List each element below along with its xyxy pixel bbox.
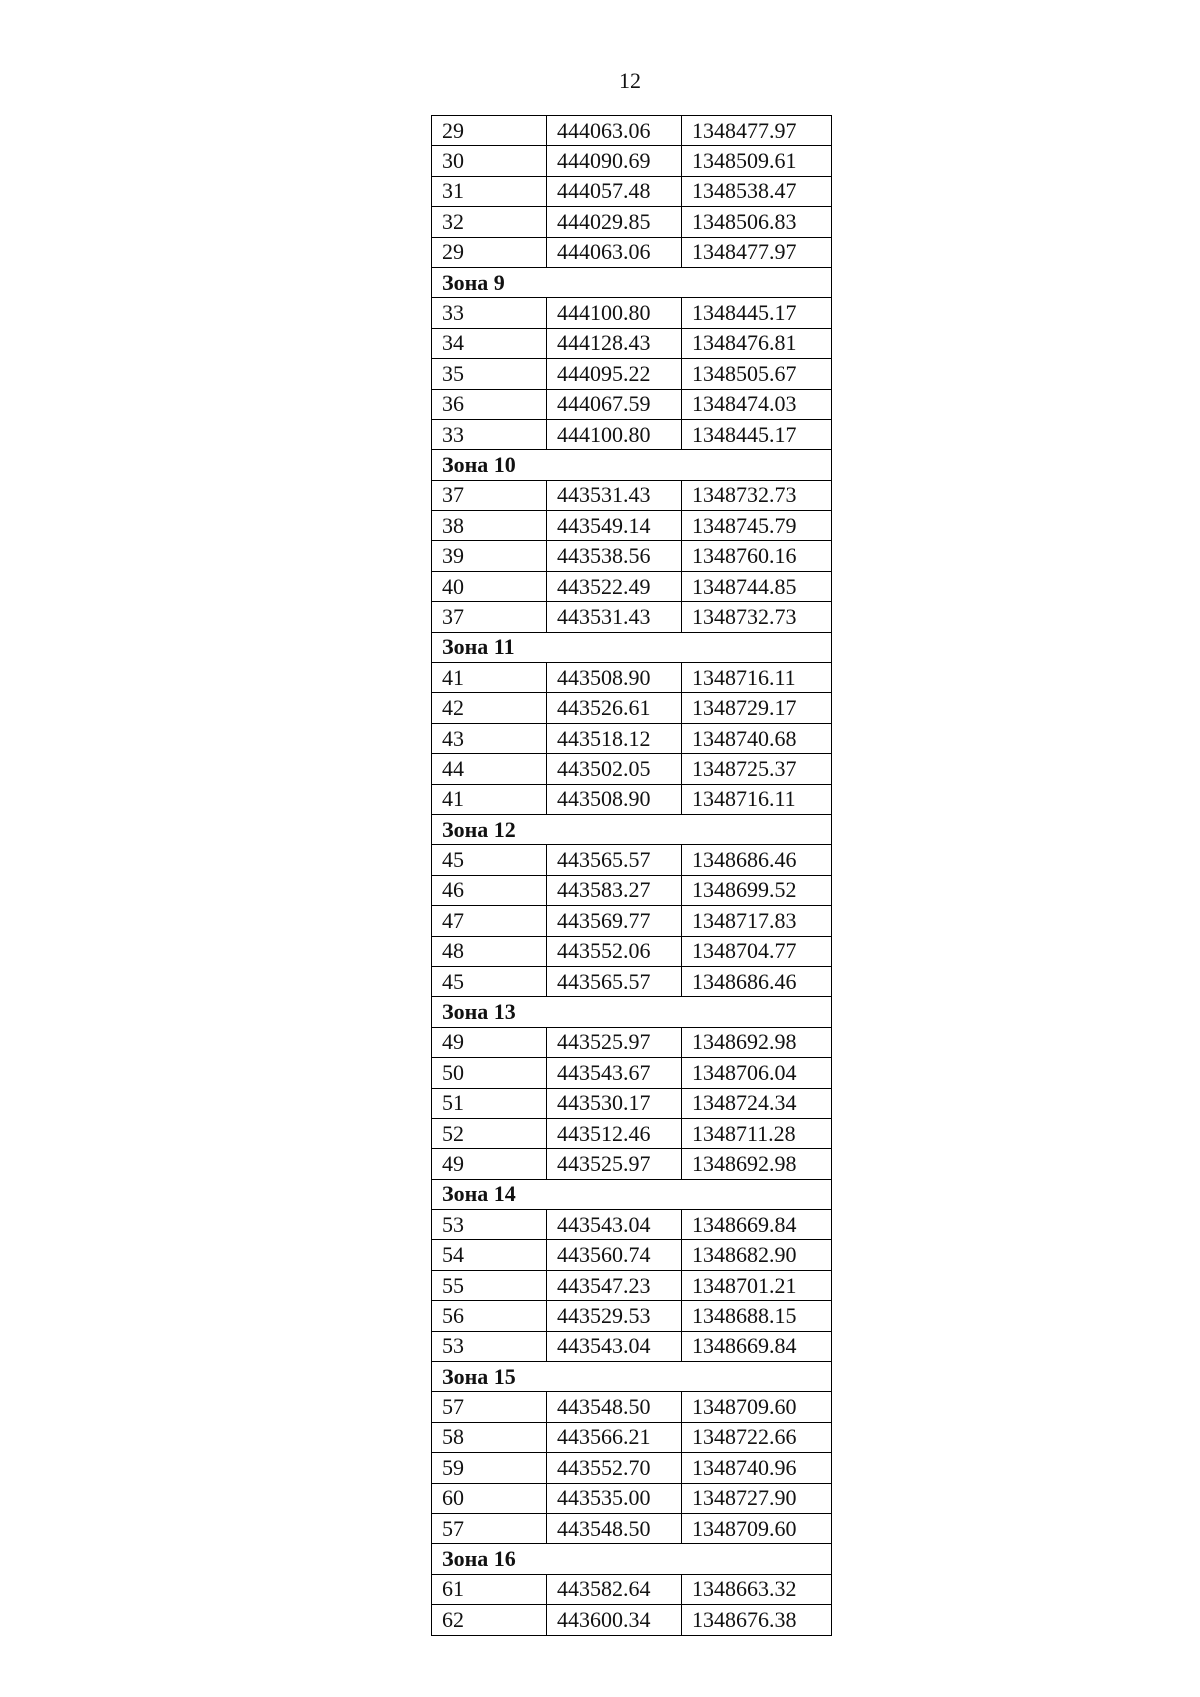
y-coordinate-cell: 1348699.52 xyxy=(682,875,832,905)
point-number-cell: 50 xyxy=(432,1058,547,1088)
y-coordinate-cell: 1348669.84 xyxy=(682,1210,832,1240)
point-number-cell: 58 xyxy=(432,1422,547,1452)
zone-label: Зона 14 xyxy=(432,1179,832,1209)
point-number-cell: 55 xyxy=(432,1270,547,1300)
y-coordinate-cell: 1348732.73 xyxy=(682,480,832,510)
table-row xyxy=(432,176,832,206)
table-row xyxy=(432,541,832,571)
y-coordinate-cell: 1348538.47 xyxy=(682,176,832,206)
y-coordinate-cell: 1348663.32 xyxy=(682,1574,832,1604)
point-number-cell: 38 xyxy=(432,511,547,541)
point-number-cell: 59 xyxy=(432,1453,547,1483)
point-number-cell: 53 xyxy=(432,1210,547,1240)
x-coordinate-cell: 443531.43 xyxy=(547,480,682,510)
point-number-cell: 37 xyxy=(432,480,547,510)
point-number-cell: 57 xyxy=(432,1392,547,1422)
y-coordinate-cell: 1348727.90 xyxy=(682,1483,832,1513)
y-coordinate-cell: 1348709.60 xyxy=(682,1513,832,1543)
table-row xyxy=(432,1088,832,1118)
point-number-cell: 51 xyxy=(432,1088,547,1118)
zone-header-row xyxy=(432,267,832,297)
y-coordinate-cell: 1348729.17 xyxy=(682,693,832,723)
point-number-cell: 33 xyxy=(432,419,547,449)
point-number-cell: 36 xyxy=(432,389,547,419)
page-number: 12 xyxy=(619,68,641,93)
y-coordinate-cell: 1348686.46 xyxy=(682,966,832,996)
table-row xyxy=(432,875,832,905)
table-row xyxy=(432,1270,832,1300)
y-coordinate-cell: 1348716.11 xyxy=(682,784,832,814)
table-row xyxy=(432,1574,832,1604)
coordinates-table-body xyxy=(432,116,832,1636)
x-coordinate-cell: 443518.12 xyxy=(547,723,682,753)
table-row xyxy=(432,146,832,176)
point-number-cell: 32 xyxy=(432,207,547,237)
zone-label: Зона 15 xyxy=(432,1362,832,1392)
point-number-cell: 40 xyxy=(432,571,547,601)
x-coordinate-cell: 443583.27 xyxy=(547,875,682,905)
point-number-cell: 46 xyxy=(432,875,547,905)
x-coordinate-cell: 443543.04 xyxy=(547,1210,682,1240)
x-coordinate-cell: 443600.34 xyxy=(547,1605,682,1635)
point-number-cell: 45 xyxy=(432,966,547,996)
y-coordinate-cell: 1348445.17 xyxy=(682,419,832,449)
x-coordinate-cell: 443560.74 xyxy=(547,1240,682,1270)
x-coordinate-cell: 444063.06 xyxy=(547,237,682,267)
y-coordinate-cell: 1348717.83 xyxy=(682,906,832,936)
table-row xyxy=(432,723,832,753)
x-coordinate-cell: 443566.21 xyxy=(547,1422,682,1452)
y-coordinate-cell: 1348760.16 xyxy=(682,541,832,571)
x-coordinate-cell: 444128.43 xyxy=(547,328,682,358)
x-coordinate-cell: 443548.50 xyxy=(547,1392,682,1422)
zone-label: Зона 11 xyxy=(432,632,832,662)
zone-label: Зона 16 xyxy=(432,1544,832,1574)
x-coordinate-cell: 443522.49 xyxy=(547,571,682,601)
y-coordinate-cell: 1348686.46 xyxy=(682,845,832,875)
point-number-cell: 37 xyxy=(432,602,547,632)
point-number-cell: 47 xyxy=(432,906,547,936)
y-coordinate-cell: 1348740.68 xyxy=(682,723,832,753)
x-coordinate-cell: 444067.59 xyxy=(547,389,682,419)
table-row xyxy=(432,571,832,601)
table-row xyxy=(432,116,832,146)
x-coordinate-cell: 443508.90 xyxy=(547,784,682,814)
y-coordinate-cell: 1348692.98 xyxy=(682,1027,832,1057)
x-coordinate-cell: 443525.97 xyxy=(547,1027,682,1057)
table-row xyxy=(432,784,832,814)
y-coordinate-cell: 1348477.97 xyxy=(682,116,832,146)
zone-label: Зона 10 xyxy=(432,450,832,480)
y-coordinate-cell: 1348725.37 xyxy=(682,754,832,784)
table-row xyxy=(432,328,832,358)
y-coordinate-cell: 1348474.03 xyxy=(682,389,832,419)
x-coordinate-cell: 444100.80 xyxy=(547,298,682,328)
table-row xyxy=(432,693,832,723)
y-coordinate-cell: 1348709.60 xyxy=(682,1392,832,1422)
y-coordinate-cell: 1348509.61 xyxy=(682,146,832,176)
point-number-cell: 31 xyxy=(432,176,547,206)
x-coordinate-cell: 443548.50 xyxy=(547,1513,682,1543)
y-coordinate-cell: 1348506.83 xyxy=(682,207,832,237)
point-number-cell: 57 xyxy=(432,1513,547,1543)
table-row xyxy=(432,1331,832,1361)
x-coordinate-cell: 443531.43 xyxy=(547,602,682,632)
x-coordinate-cell: 443569.77 xyxy=(547,906,682,936)
x-coordinate-cell: 443543.04 xyxy=(547,1331,682,1361)
x-coordinate-cell: 443525.97 xyxy=(547,1149,682,1179)
point-number-cell: 62 xyxy=(432,1605,547,1635)
y-coordinate-cell: 1348732.73 xyxy=(682,602,832,632)
zone-header-row xyxy=(432,632,832,662)
y-coordinate-cell: 1348704.77 xyxy=(682,936,832,966)
y-coordinate-cell: 1348716.11 xyxy=(682,663,832,693)
x-coordinate-cell: 444057.48 xyxy=(547,176,682,206)
y-coordinate-cell: 1348701.21 xyxy=(682,1270,832,1300)
y-coordinate-cell: 1348744.85 xyxy=(682,571,832,601)
point-number-cell: 29 xyxy=(432,237,547,267)
x-coordinate-cell: 443526.61 xyxy=(547,693,682,723)
x-coordinate-cell: 444095.22 xyxy=(547,359,682,389)
table-row xyxy=(432,1483,832,1513)
x-coordinate-cell: 443512.46 xyxy=(547,1118,682,1148)
y-coordinate-cell: 1348688.15 xyxy=(682,1301,832,1331)
table-row xyxy=(432,1210,832,1240)
x-coordinate-cell: 443543.67 xyxy=(547,1058,682,1088)
table-row xyxy=(432,936,832,966)
y-coordinate-cell: 1348722.66 xyxy=(682,1422,832,1452)
y-coordinate-cell: 1348445.17 xyxy=(682,298,832,328)
coordinates-table xyxy=(431,115,832,1636)
point-number-cell: 44 xyxy=(432,754,547,784)
y-coordinate-cell: 1348505.67 xyxy=(682,359,832,389)
point-number-cell: 35 xyxy=(432,359,547,389)
table-row xyxy=(432,389,832,419)
point-number-cell: 60 xyxy=(432,1483,547,1513)
y-coordinate-cell: 1348477.97 xyxy=(682,237,832,267)
point-number-cell: 33 xyxy=(432,298,547,328)
y-coordinate-cell: 1348476.81 xyxy=(682,328,832,358)
y-coordinate-cell: 1348676.38 xyxy=(682,1605,832,1635)
table-row xyxy=(432,1240,832,1270)
zone-header-row xyxy=(432,450,832,480)
point-number-cell: 42 xyxy=(432,693,547,723)
x-coordinate-cell: 444063.06 xyxy=(547,116,682,146)
table-row xyxy=(432,511,832,541)
y-coordinate-cell: 1348740.96 xyxy=(682,1453,832,1483)
x-coordinate-cell: 444100.80 xyxy=(547,419,682,449)
table-row xyxy=(432,1453,832,1483)
x-coordinate-cell: 443565.57 xyxy=(547,966,682,996)
point-number-cell: 52 xyxy=(432,1118,547,1148)
table-row xyxy=(432,845,832,875)
zone-label: Зона 9 xyxy=(432,267,832,297)
x-coordinate-cell: 443552.70 xyxy=(547,1453,682,1483)
zone-header-row xyxy=(432,997,832,1027)
table-row xyxy=(432,1422,832,1452)
table-row xyxy=(432,906,832,936)
y-coordinate-cell: 1348711.28 xyxy=(682,1118,832,1148)
zone-header-row xyxy=(432,814,832,844)
table-row xyxy=(432,1118,832,1148)
table-row xyxy=(432,1058,832,1088)
zone-header-row xyxy=(432,1179,832,1209)
table-row xyxy=(432,1149,832,1179)
x-coordinate-cell: 444090.69 xyxy=(547,146,682,176)
point-number-cell: 29 xyxy=(432,116,547,146)
point-number-cell: 48 xyxy=(432,936,547,966)
x-coordinate-cell: 443538.56 xyxy=(547,541,682,571)
point-number-cell: 34 xyxy=(432,328,547,358)
x-coordinate-cell: 443582.64 xyxy=(547,1574,682,1604)
table-row xyxy=(432,1513,832,1543)
table-row xyxy=(432,602,832,632)
table-row xyxy=(432,663,832,693)
table-row xyxy=(432,1301,832,1331)
point-number-cell: 45 xyxy=(432,845,547,875)
table-row xyxy=(432,1027,832,1057)
point-number-cell: 41 xyxy=(432,663,547,693)
table-row xyxy=(432,359,832,389)
y-coordinate-cell: 1348706.04 xyxy=(682,1058,832,1088)
y-coordinate-cell: 1348682.90 xyxy=(682,1240,832,1270)
point-number-cell: 41 xyxy=(432,784,547,814)
x-coordinate-cell: 443529.53 xyxy=(547,1301,682,1331)
y-coordinate-cell: 1348669.84 xyxy=(682,1331,832,1361)
table-row xyxy=(432,237,832,267)
table-row xyxy=(432,754,832,784)
x-coordinate-cell: 443530.17 xyxy=(547,1088,682,1118)
zone-header-row xyxy=(432,1544,832,1574)
point-number-cell: 54 xyxy=(432,1240,547,1270)
x-coordinate-cell: 443552.06 xyxy=(547,936,682,966)
point-number-cell: 30 xyxy=(432,146,547,176)
x-coordinate-cell: 443502.05 xyxy=(547,754,682,784)
x-coordinate-cell: 443508.90 xyxy=(547,663,682,693)
point-number-cell: 61 xyxy=(432,1574,547,1604)
table-row xyxy=(432,1605,832,1635)
x-coordinate-cell: 443565.57 xyxy=(547,845,682,875)
zone-header-row xyxy=(432,1362,832,1392)
y-coordinate-cell: 1348724.34 xyxy=(682,1088,832,1118)
y-coordinate-cell: 1348692.98 xyxy=(682,1149,832,1179)
table-row xyxy=(432,1392,832,1422)
table-row xyxy=(432,480,832,510)
x-coordinate-cell: 443535.00 xyxy=(547,1483,682,1513)
point-number-cell: 43 xyxy=(432,723,547,753)
point-number-cell: 56 xyxy=(432,1301,547,1331)
table-row xyxy=(432,966,832,996)
table-row xyxy=(432,207,832,237)
point-number-cell: 49 xyxy=(432,1149,547,1179)
zone-label: Зона 13 xyxy=(432,997,832,1027)
x-coordinate-cell: 444029.85 xyxy=(547,207,682,237)
zone-label: Зона 12 xyxy=(432,814,832,844)
point-number-cell: 39 xyxy=(432,541,547,571)
table-row xyxy=(432,419,832,449)
x-coordinate-cell: 443549.14 xyxy=(547,511,682,541)
point-number-cell: 53 xyxy=(432,1331,547,1361)
table-row xyxy=(432,298,832,328)
y-coordinate-cell: 1348745.79 xyxy=(682,511,832,541)
x-coordinate-cell: 443547.23 xyxy=(547,1270,682,1300)
point-number-cell: 49 xyxy=(432,1027,547,1057)
